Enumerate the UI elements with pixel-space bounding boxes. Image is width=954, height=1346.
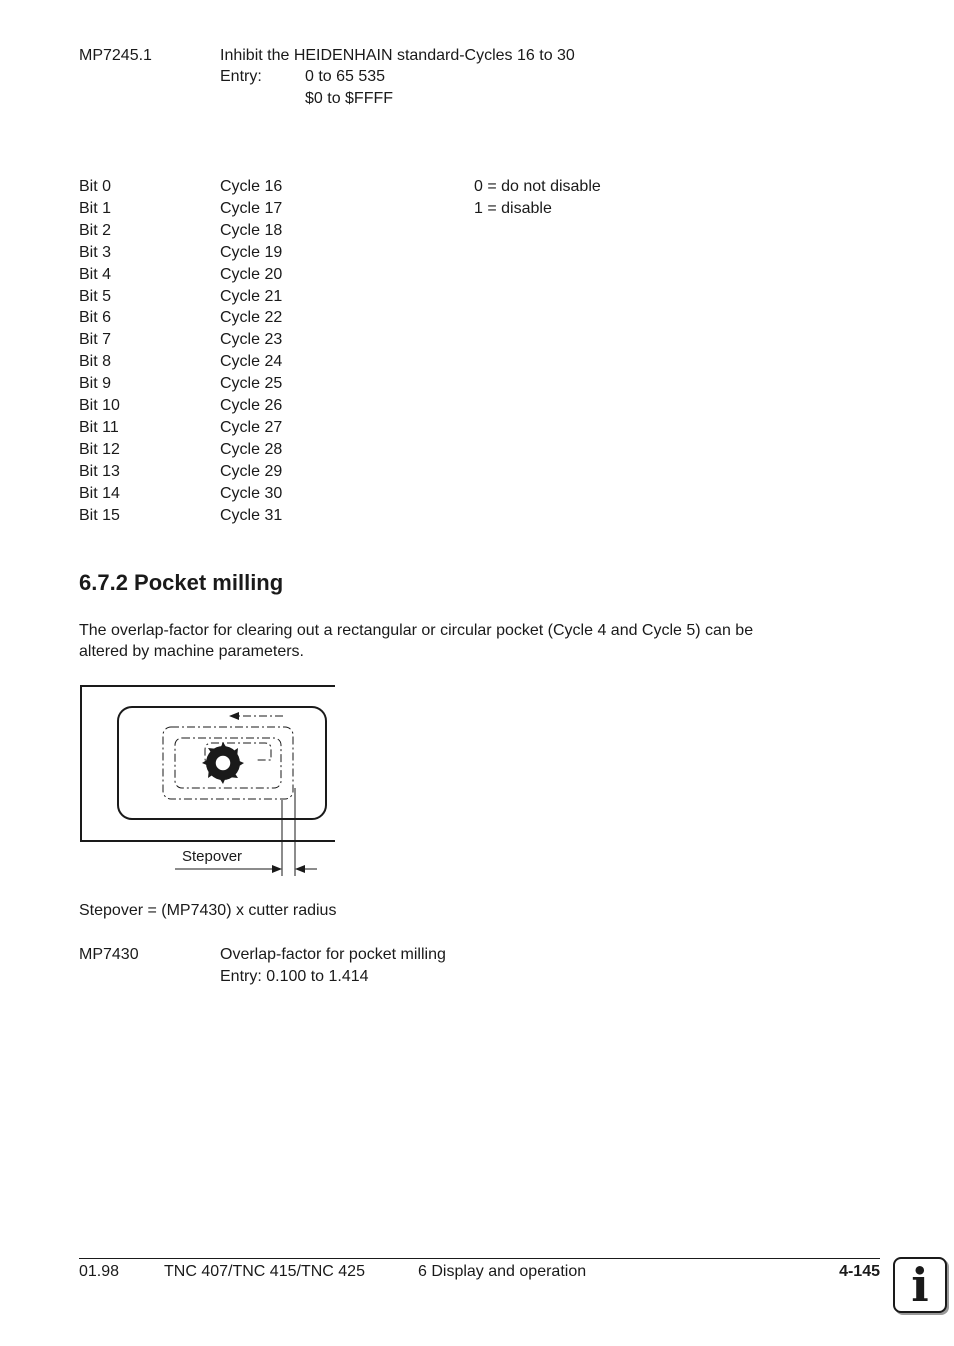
mp7245-entry-hex: $0 to $FFFF bbox=[305, 90, 394, 107]
bit-row bbox=[0, 395, 700, 417]
stepover-label: Stepover bbox=[182, 848, 243, 865]
bit-row bbox=[0, 439, 700, 461]
bit-number: Bit 3 bbox=[79, 243, 112, 261]
bit-number: Bit 12 bbox=[79, 440, 120, 458]
bit-cycle: Cycle 20 bbox=[220, 265, 283, 283]
bit-row bbox=[0, 417, 700, 439]
bit-cycle: Cycle 16 bbox=[220, 178, 283, 195]
info-icon-glyph: i bbox=[911, 1258, 929, 1312]
bit-cycle: Cycle 26 bbox=[220, 397, 283, 414]
bit-cycle: Cycle 19 bbox=[220, 243, 283, 261]
milling-cutter-icon bbox=[202, 742, 244, 784]
section-paragraph-line-1: The overlap-factor for clearing out a rectangular or circular pocket (Cycle 4 and Cycle 5) can be bbox=[79, 622, 754, 639]
bit-cycle: Cycle 17 bbox=[220, 199, 283, 217]
bit-cycle: Cycle 22 bbox=[220, 309, 283, 327]
bit-cycle: Cycle 18 bbox=[220, 221, 283, 239]
bit-cycle: Cycle 31 bbox=[220, 506, 283, 524]
mp7430-entry: Entry: 0.100 to 1.414 bbox=[220, 968, 369, 985]
mp7245-description: Inhibit the HEIDENHAIN standard-Cycles 16 to 30 bbox=[220, 47, 575, 64]
bit-row bbox=[0, 176, 700, 198]
bit-row bbox=[0, 220, 700, 242]
bit-cycle: Cycle 29 bbox=[220, 462, 283, 480]
mp7245-entry-label: Entry: bbox=[220, 68, 262, 85]
mp7430-description: Overlap-factor for pocket milling bbox=[220, 946, 446, 963]
footer-page-number: 4-145 bbox=[839, 1263, 880, 1280]
mp7430-code: MP7430 bbox=[79, 946, 139, 963]
bit-table bbox=[0, 176, 700, 536]
stepover-formula: Stepover = (MP7430) x cutter radius bbox=[79, 902, 337, 919]
bit-number: Bit 13 bbox=[79, 462, 120, 480]
bit-meaning: 0 = do not disable bbox=[474, 178, 601, 195]
bit-row bbox=[0, 373, 700, 395]
section-paragraph-line-2: altered by machine parameters. bbox=[79, 643, 304, 660]
mp7245-code: MP7245.1 bbox=[79, 47, 152, 64]
bit-cycle: Cycle 25 bbox=[220, 375, 283, 393]
bit-row bbox=[0, 242, 700, 264]
bit-row bbox=[0, 307, 700, 329]
bit-cycle: Cycle 23 bbox=[220, 331, 283, 349]
bit-number: Bit 7 bbox=[79, 331, 112, 349]
bit-cycle: Cycle 27 bbox=[220, 418, 283, 436]
bit-number: Bit 0 bbox=[79, 178, 112, 195]
bit-number: Bit 8 bbox=[79, 353, 112, 371]
bit-cycle: Cycle 28 bbox=[220, 440, 283, 458]
bit-row bbox=[0, 329, 700, 351]
footer-rule bbox=[79, 1258, 880, 1259]
bit-number: Bit 10 bbox=[79, 397, 120, 414]
bit-row bbox=[0, 351, 700, 373]
bit-number: Bit 9 bbox=[79, 375, 112, 393]
bit-number: Bit 2 bbox=[79, 221, 112, 239]
bit-row bbox=[0, 461, 700, 483]
bit-row bbox=[0, 264, 700, 286]
info-icon bbox=[893, 1257, 947, 1313]
bit-row bbox=[0, 483, 700, 505]
bit-number: Bit 5 bbox=[79, 287, 112, 305]
footer-date: 01.98 bbox=[79, 1263, 120, 1280]
bit-meaning: 1 = disable bbox=[474, 199, 552, 217]
footer-chapter: 6 Display and operation bbox=[418, 1263, 587, 1280]
bit-row bbox=[0, 505, 700, 527]
footer-model: TNC 407/TNC 415/TNC 425 bbox=[164, 1263, 365, 1280]
bit-cycle: Cycle 21 bbox=[220, 287, 283, 305]
bit-number: Bit 1 bbox=[79, 199, 112, 217]
bit-row bbox=[0, 198, 700, 220]
bit-number: Bit 4 bbox=[79, 265, 112, 283]
bit-cycle: Cycle 24 bbox=[220, 353, 283, 371]
bit-number: Bit 15 bbox=[79, 506, 120, 524]
bit-number: Bit 14 bbox=[79, 484, 120, 502]
bit-cycle: Cycle 30 bbox=[220, 484, 283, 502]
section-title: 6.7.2 Pocket milling bbox=[79, 570, 284, 595]
mp7245-entry-decimal: 0 to 65 535 bbox=[305, 68, 386, 85]
bit-number: Bit 11 bbox=[79, 418, 119, 436]
bit-row bbox=[0, 286, 700, 308]
bit-number: Bit 6 bbox=[79, 309, 112, 327]
